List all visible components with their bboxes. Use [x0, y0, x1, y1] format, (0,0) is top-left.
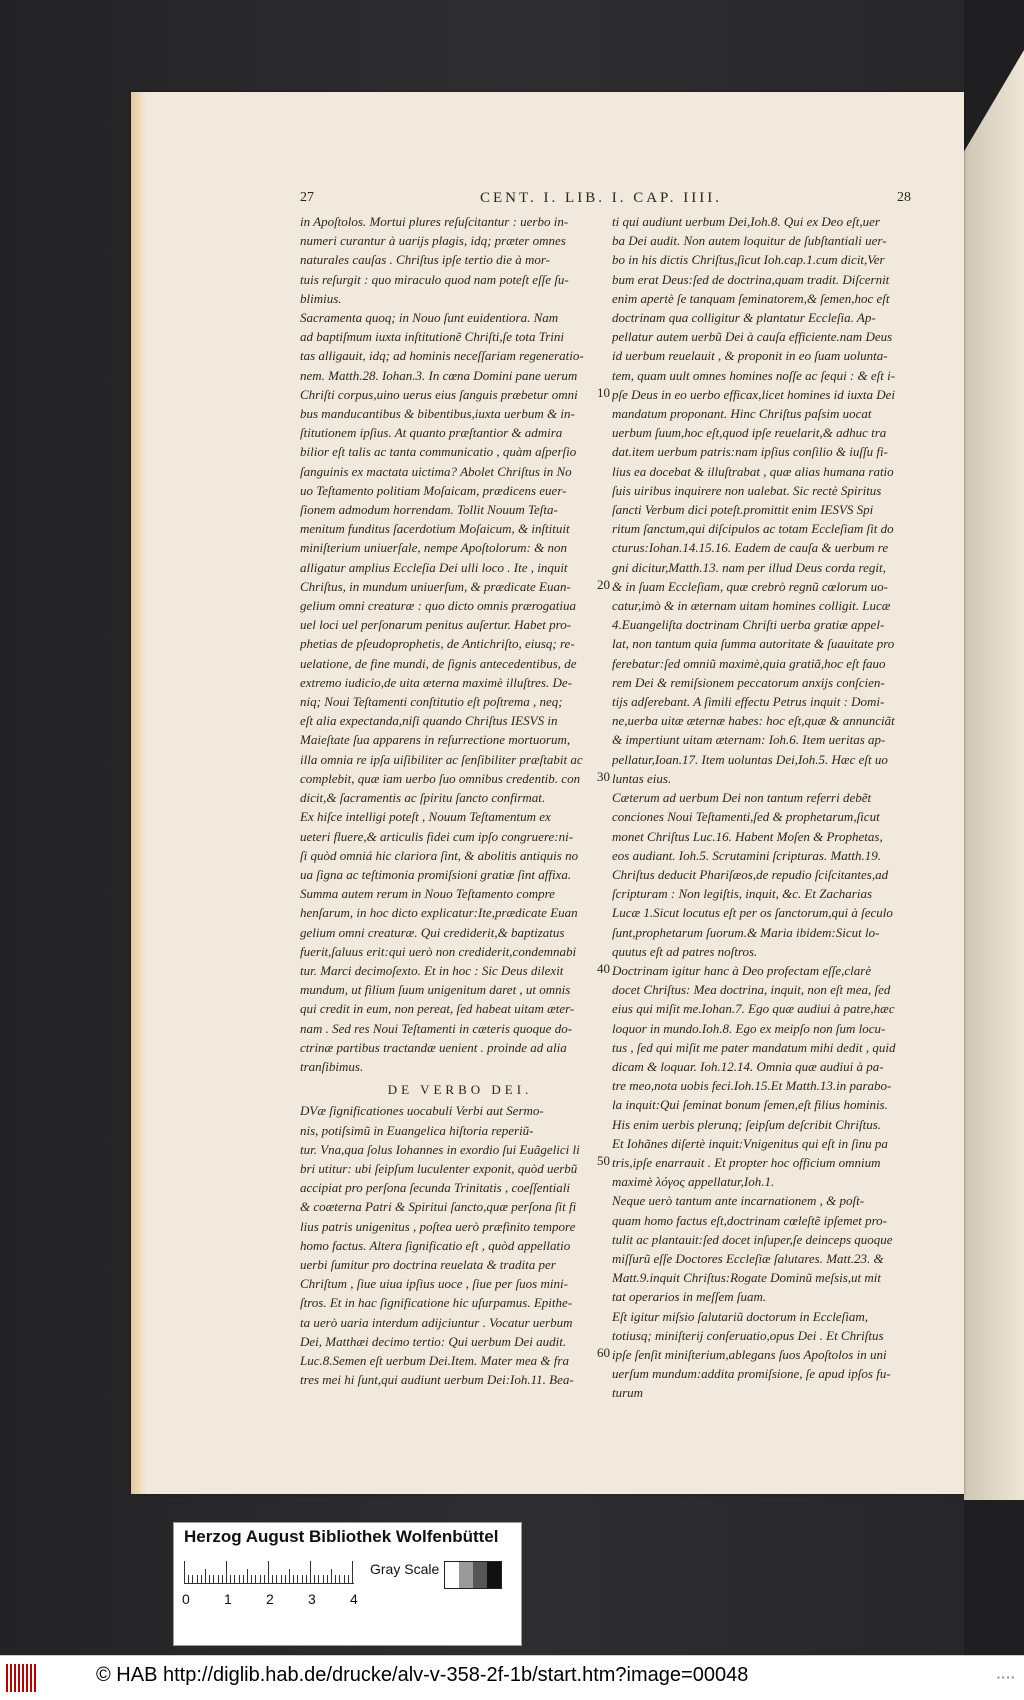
- text-line: uerbum ſuum,hoc eſt,quod ipſe reuelarit,& adhuc tra: [612, 425, 887, 441]
- text-line: ſionem admodum horrendam. Tollit Nouum Teſta-: [300, 502, 558, 518]
- text-line: Dei, Matthæi decimo tertio: Qui uerbum Dei audit.: [300, 1333, 567, 1349]
- text-line: turum: [612, 1385, 644, 1401]
- ruler-number: 2: [266, 1591, 274, 1607]
- text-line: ad baptiſmum iuxta inſtitutionẽ Chriſti,ſe tota Trini: [300, 329, 564, 345]
- text-line: naturales cauſas . Chriſtus ipſe tertio die à mor-: [300, 252, 550, 268]
- text-line: qui credit in eum, non pereat, ſed habeat uitam æter-: [300, 1001, 575, 1017]
- text-line: quutus eſt ad patres noſtros.: [612, 943, 758, 959]
- text-line: bilior eſt talis ac tanta communicatio , quàm aſperſio: [300, 444, 577, 460]
- ruler-tick: [272, 1575, 273, 1583]
- text-line: miſſurũ eſſe Doctores Eccleſiæ ſalutares. Matt.23. &: [612, 1250, 884, 1266]
- text-line: cturus:Iohan.14.15.16. Eadem de cauſa & uerbum re: [612, 540, 889, 556]
- ruler-tick: [344, 1575, 345, 1583]
- ruler-tick: [197, 1575, 198, 1583]
- text-line: ua ſigna ac teſtimonia promiſsioni gratiæ ſint affixa.: [300, 866, 572, 882]
- ruler-number: 1: [224, 1591, 232, 1607]
- text-line: Sacramenta quoq; in Nouo ſunt euidentiora. Nam: [300, 310, 559, 326]
- ruler-tick: [285, 1575, 286, 1583]
- text-line: tem, quam uult omnes homines noſſe ac ſequi : & eſt i-: [612, 367, 896, 383]
- margin-line-number: 50: [597, 1152, 610, 1168]
- text-line: lat, non tantum quia ſumma autoritate & ſuauitate pro: [612, 636, 895, 652]
- text-line: blimius.: [300, 290, 342, 306]
- text-line: Maieſtate ſua apparens in reſurrectione mortuorum,: [300, 732, 571, 748]
- ruler-tick: [289, 1569, 290, 1583]
- right-text-column: [612, 212, 910, 1403]
- text-line: eius qui miſit me.Iohan.7. Ego quæ audiui à patre,hæc: [612, 1001, 895, 1017]
- text-line: ctrinæ partibus tractandæ uenient . proinde ad alia: [300, 1039, 567, 1055]
- text-line: DVæ ſignificationes uocabuli Verbi aut Sermo-: [300, 1103, 544, 1119]
- margin-line-number: 30: [597, 768, 610, 784]
- ruler-tick: [268, 1561, 269, 1583]
- text-line: Eſt igitur miſsio ſalutariũ doctorum in Eccleſiam,: [612, 1308, 869, 1324]
- ruler-number: 4: [350, 1591, 358, 1607]
- text-line: accipiat pro perſona ſecunda Trinitatis , coeſſentiali: [300, 1180, 570, 1196]
- text-line: ſancti Verbum dici poteſt.promittit enim IESVS Spi: [612, 502, 874, 518]
- text-line: complebit, quæ iam uerbo ſuo omnibus credentib. con: [300, 770, 581, 786]
- text-line: dicam & loquar. Ioh.12.14. Omnia quæ audiui à pa-: [612, 1058, 884, 1074]
- library-scale-label: [173, 1522, 522, 1646]
- ruler-tick: [247, 1569, 248, 1583]
- text-line: ſcripturam : Non legiſtis, inquit, &c. Et Zacharias: [612, 886, 872, 902]
- text-line: phetias de pſeudoprophetis, de Antichriſto, eiusq; re-: [300, 636, 575, 652]
- text-line: lius ea docebat & illuſtrabat , quæ alias humana ratio: [612, 463, 894, 479]
- ruler-tick: [209, 1575, 210, 1583]
- ruler-tick: [297, 1575, 298, 1583]
- ruler-tick: [306, 1575, 307, 1583]
- text-line: monet Chriſtus Luc.16. Habent Moſen & Prophetas,: [612, 828, 883, 844]
- left-page-number: 27: [300, 190, 314, 205]
- ruler-tick: [226, 1561, 227, 1583]
- ruler-tick: [281, 1575, 282, 1583]
- text-line: dat.item uerbum patris:nam ipſius conſilio & iuſſu fi-: [612, 444, 888, 460]
- left-text-column: [300, 212, 590, 1389]
- ruler-tick: [264, 1575, 265, 1583]
- footer-mini-mark: ▪▪▪▪: [996, 1674, 1016, 1683]
- section-heading: DE VERBO DEI.: [387, 1082, 533, 1098]
- ruler-tick: [260, 1575, 261, 1583]
- ruler-tick: [352, 1561, 353, 1583]
- ruler-tick: [327, 1575, 328, 1583]
- swatch-gray: [459, 1562, 473, 1588]
- text-line: pellatur,Ioan.17. Item uoluntas Dei,Ioh.5. Hæc eſt uo: [612, 751, 888, 767]
- next-page-edge: [964, 50, 1024, 1500]
- margin-line-number: 60: [597, 1344, 610, 1360]
- text-line: ſi quòd omniá hic clariora ſint, & abolitis antiquis no: [300, 847, 579, 863]
- library-title: Herzog August Bibliothek Wolfenbüttel: [184, 1527, 499, 1546]
- ruler-tick: [335, 1575, 336, 1583]
- page-binding-edge: [131, 92, 147, 1494]
- text-line: pellatur autem uerbũ Dei à cauſa efficiente.nam Deus: [612, 329, 893, 345]
- ruler-tick: [222, 1575, 223, 1583]
- gray-scale-label: Gray Scale: [370, 1561, 440, 1577]
- text-line: nam . Sed res Noui Teſtamenti in cæteris quoque do-: [300, 1020, 573, 1036]
- ruler-tick: [188, 1575, 189, 1583]
- text-line: 4.Euangeliſta doctrinam Chriſti uerba gratiæ appel-: [612, 617, 885, 633]
- text-line: Chriſtus, in mundum uniuerſum, & prædicate Euan-: [300, 578, 571, 594]
- text-line: uo Teſtamento politiam Moſaicam, prædicens euer-: [300, 482, 567, 498]
- ruler-tick: [310, 1561, 311, 1583]
- text-line: in Apoſtolos. Mortui plures reſuſcitantur : uerbo in-: [300, 214, 569, 229]
- ruler-tick: [201, 1575, 202, 1583]
- text-line: Luc.8.Semen eſt uerbum Dei.Item. Mater mea & fra: [300, 1352, 569, 1368]
- text-line: pſe Deus in eo uerbo efficax,licet homines id iuxta Dei: [612, 386, 896, 402]
- text-line: nem. Matth.28. Iohan.3. In cœna Domini pane uerum: [300, 367, 578, 383]
- text-line: bri utitur: ubi ſeipſum luculenter exponit, quòd uerbũ: [300, 1160, 578, 1176]
- text-line: conciones Noui Teſtamenti,ſed & prophetarum,ſicut: [612, 809, 880, 825]
- text-line: bo in his dictis Chriſtus,ſicut Ioh.cap.1.cum dicit,Ver: [612, 252, 885, 268]
- ruler-tick: [339, 1575, 340, 1583]
- text-line: tus , ſed qui miſit me pater mandatum mihi dedit , quid: [612, 1039, 896, 1055]
- hab-logo-icon: [6, 1664, 46, 1692]
- text-line: Cæterum ad uerbum Dei non tantum referri debẽt: [612, 790, 872, 806]
- text-line: totiusq; miniſterij conſeruatio,opus Dei . Et Chriſtus: [612, 1327, 884, 1343]
- text-line: bus manducantibus & bibentibus,iuxta uerbum & in-: [300, 406, 575, 422]
- text-line: catur,imò & in æternam uitam homines colligit. Lucæ: [612, 598, 891, 614]
- text-line: menitum funditus ſacerdotium Moſaicum, & inſtituit: [300, 521, 570, 537]
- text-line: ipſe ſenſit miniſterium,ablegans ſuos Apoſtolos in uni: [612, 1346, 887, 1362]
- text-line: loquor in mundo.Ioh.8. Ego ex meipſo non ſum locu-: [612, 1020, 886, 1036]
- ruler-tick: [323, 1575, 324, 1583]
- text-line: ſtros. Et in hac ſignificatione hic uſurpamus. Epithe-: [300, 1295, 573, 1311]
- text-line: uerſum mundum:addita promiſsione, ſe apud ipſos fu-: [612, 1366, 891, 1382]
- text-line: & coæterna Patri & Spiritui ſancto,quæ perſona ſit fi: [300, 1199, 577, 1215]
- text-line: ne,uerba uitæ æternæ habes: hoc eſt,quæ & annunciãt: [612, 713, 895, 729]
- text-line: ritum ſanctum,qui diſcipulos ac totam Eccleſiam ſit do: [612, 521, 894, 537]
- text-line: tur. Vna,qua ſolus Iohannes in exordio ſui Euãgelici li: [300, 1141, 580, 1157]
- text-line: extremo iudicio,de uita æterna maximè illuſtres. De-: [300, 674, 572, 690]
- text-line: tulit ac plantauit:ſed docet inſuper,ſe deinceps quoque: [612, 1231, 893, 1247]
- text-line: illa omnia re ipſa uiſibiliter ac ſenſibiliter præſtabit ac: [300, 751, 583, 767]
- footer-bar: [0, 1655, 1024, 1700]
- text-line: tuis reſurgit : quo miraculo quod nam poteſt eſſe ſu-: [300, 271, 569, 287]
- ruler-tick: [234, 1575, 235, 1583]
- text-line: gelium omni creaturæ : quo dicto omnis prærogatiua: [300, 598, 577, 614]
- left-column-lines: [300, 212, 590, 1076]
- ruler-tick: [331, 1569, 332, 1583]
- text-line: Matt.9.inquit Chriſtus:Rogate Dominũ meſsis,ut mit: [612, 1270, 882, 1286]
- ruler-tick: [251, 1575, 252, 1583]
- text-line: eſt alia expectanda,niſi quando Chriſtus IESVS in: [300, 713, 558, 729]
- ruler-tick: [255, 1575, 256, 1583]
- text-line: Chriſti corpus,uino uerus eius ſanguis præbetur omni: [300, 386, 578, 402]
- text-line: & impertiunt uitam æternam: Ioh.6. Item ueritas ap-: [612, 732, 886, 748]
- text-line: eos audiant. Ioh.5. Scrutamini ſcripturas. Matth.19.: [612, 847, 882, 863]
- margin-line-number: 10: [597, 384, 610, 400]
- text-line: doctrinam qua colligitur & plantatur Eccleſia. Ap-: [612, 310, 876, 326]
- text-line: tris,ipſe enarrauit . Et propter hoc officium omnium: [612, 1154, 881, 1170]
- text-line: Ex hiſce intelligi poteſt , Nouum Teſtamentum ex: [300, 809, 551, 825]
- text-line: & in ſuam Eccleſiam, quæ crebrò regnũ cœlorum uo-: [612, 578, 888, 594]
- gray-scale-swatches: [444, 1561, 502, 1589]
- text-line: tranſibimus.: [300, 1058, 364, 1074]
- ruler-tick: [213, 1575, 214, 1583]
- text-line: ta uerò uaria interdum adijciuntur . Vocatur uerbum: [300, 1314, 573, 1330]
- text-line: dicit,& ſacramentis ac ſpiritu ſancto confirmat.: [300, 790, 546, 806]
- text-line: Summa autem rerum in Nouo Teſtamento compre: [300, 886, 555, 902]
- text-line: gni dicitur,Matth.13. nam per illud Deus corda regit,: [612, 559, 886, 575]
- footer-url-text[interactable]: © HAB http://diglib.hab.de/drucke/alv-v-358-2f-1b/start.htm?image=00048: [96, 1664, 749, 1686]
- ruler-tick: [184, 1561, 185, 1583]
- text-line: tat operarios in meſſem ſuam.: [612, 1289, 767, 1305]
- text-line: uelatione, de fine mundi, de ſignis antecedentibus, de: [300, 655, 577, 671]
- ruler-tick: [205, 1569, 206, 1583]
- text-line: mandatum proponant. Hinc Chriſtus paſsim uocat: [612, 406, 872, 422]
- text-line: la inquit:Qui ſeminat bonum ſemen,eſt filius hominis.: [612, 1097, 888, 1113]
- text-line: Doctrinam igitur hanc à Deo profectam eſſe,clarè: [612, 962, 872, 978]
- text-line: Lucæ 1.Sicut locutus eſt per os ſanctorum,qui à ſeculo: [612, 905, 893, 921]
- ruler-number: 3: [308, 1591, 316, 1607]
- text-line: ueteri fluere,& articulis fidei cum ipſo congruere:ni-: [300, 828, 574, 844]
- swatch-black: [487, 1562, 501, 1588]
- ruler-tick: [218, 1575, 219, 1583]
- text-line: fuerit,ſaluus erit:qui uerò non crediderit,condemnabi: [300, 943, 577, 959]
- right-page-number: 28: [897, 190, 911, 205]
- text-line: gelium omni creaturæ. Qui crediderit,& baptizatus: [300, 924, 565, 940]
- ruler-tick: [230, 1575, 231, 1583]
- right-column-lines: [612, 212, 910, 1403]
- text-line: tas alligauit, idq; ad hominis neceſſariam regeneratio-: [300, 348, 584, 364]
- text-line: His enim uerbis plerunq; ſeipſum deſcribit Chriſtus.: [612, 1116, 882, 1132]
- ruler-tick: [302, 1575, 303, 1583]
- margin-line-number: 20: [597, 576, 610, 592]
- text-line: tre meo,nota uobis feci.Ioh.15.Et Matth.13.in parabo-: [612, 1078, 892, 1094]
- text-line: niq; Noui Teſtamenti conſtitutio eſt poſtrema , neq;: [300, 694, 563, 710]
- ruler-tick: [276, 1575, 277, 1583]
- margin-line-number: 40: [597, 960, 610, 976]
- text-line: henſarum, in hoc dicto explicatur:Ite,prædicate Euan: [300, 905, 578, 921]
- text-line: ba Dei audit. Non autem loquitur de ſubſtantiali uer-: [612, 233, 887, 249]
- text-line: bum erat Deus:ſed de doctrina,quam tradit. Diſcernit: [612, 271, 890, 287]
- text-line: tres mei hi ſunt,qui audiunt uerbum Dei:Ioh.11. Bea-: [300, 1372, 574, 1388]
- text-line: alligatur amplius Eccleſia Dei ulli loco . Ite , inquit: [300, 559, 568, 575]
- text-line: luntas eius.: [612, 770, 672, 786]
- ruler-tick: [318, 1575, 319, 1583]
- ruler-tick: [239, 1575, 240, 1583]
- text-line: ſunt,prophetarum ſuorum.& Maria ibidem:Sicut lo-: [612, 924, 880, 940]
- ruler-tick: [243, 1575, 244, 1583]
- text-line: rem Dei & remiſsionem peccatorum anxijs conſcien-: [612, 674, 885, 690]
- ruler: [184, 1559, 354, 1584]
- text-line: numeri curantur à uarijs plagis, idq; præter omnes: [300, 233, 566, 249]
- text-line: docet Chriſtus: Mea doctrina, inquit, non eſt mea, ſed: [612, 982, 891, 998]
- text-line: ſanguinis ex mactata uictima? Abolet Chriſtus in No: [300, 463, 572, 479]
- ruler-number: 0: [182, 1591, 190, 1607]
- text-line: lius patris unigenitus , poſtea uerò præfinito tempore: [300, 1218, 576, 1234]
- text-line: quam homo factus eſt,doctrinam cœleſtẽ ipſemet pro-: [612, 1212, 887, 1228]
- text-line: miniſterium uniuerſale, nempe Apoſtolorum: & non: [300, 540, 567, 556]
- text-line: Chriſtum , ſiue uiua ipſius uoce , ſiue per ſuos mini-: [300, 1276, 568, 1292]
- text-line: ſtitutionem ipſius. At quanto præſtantior & admira: [300, 425, 563, 441]
- running-title: CENT. I. LIB. I. CAP. IIII.: [480, 190, 722, 206]
- text-line: tur. Marci decimoſexto. Et in hoc : Sic Deus dilexit: [300, 962, 564, 978]
- ruler-tick: [192, 1575, 193, 1583]
- left-column-lines-2: [300, 1101, 590, 1389]
- text-line: uerbi ſumitur pro doctrina reuelata & tradita per: [300, 1256, 556, 1272]
- ruler-tick: [348, 1575, 349, 1583]
- text-line: uel loci uel perſonarum penitus auſertur. Habet pro-: [300, 617, 572, 633]
- text-line: Et Iohãnes diſertè inquit:Vnigenitus qui eſt in ſinu pa: [612, 1135, 888, 1151]
- text-line: tijs adſerebant. A ſimili effectu Petrus inquit : Domi-: [612, 694, 885, 710]
- text-line: enim apertè ſe tanquam ſeminatorem,& ſemen,hoc eſt: [612, 290, 890, 306]
- text-line: id uerbum reuelauit , & proponit in eo ſuam uolunta-: [612, 348, 888, 364]
- text-line: ti qui audiunt uerbum Dei,Ioh.8. Qui ex Deo eſt,uer: [612, 214, 880, 229]
- swatch-white: [445, 1562, 459, 1588]
- swatch-dark-gray: [473, 1562, 487, 1588]
- text-line: maximè λόγος appellatur,Ioh.1.: [612, 1174, 775, 1190]
- text-line: Chriſtus deducit Phariſæos,de repudio ſciſcitantes,ad: [612, 866, 889, 882]
- text-line: ſuis uiribus inquirere non ualebat. Sic rectè Spiritus: [612, 482, 882, 498]
- ruler-tick: [293, 1575, 294, 1583]
- text-line: ferebatur:ſed omniũ maximè,quia gratiã,hoc eſt fauo: [612, 655, 886, 671]
- ruler-tick: [314, 1575, 315, 1583]
- text-line: mundum, ut filium ſuum unigenitum daret , ut omnis: [300, 982, 571, 998]
- text-line: nis, potiſsimũ in Euangelica hiſtoria reperiũ-: [300, 1122, 534, 1138]
- text-line: homo factus. Altera ſignificatio eſt , quòd appellatio: [300, 1237, 571, 1253]
- text-line: Neque uerò tantum ante incarnationem , & poſt-: [612, 1193, 865, 1209]
